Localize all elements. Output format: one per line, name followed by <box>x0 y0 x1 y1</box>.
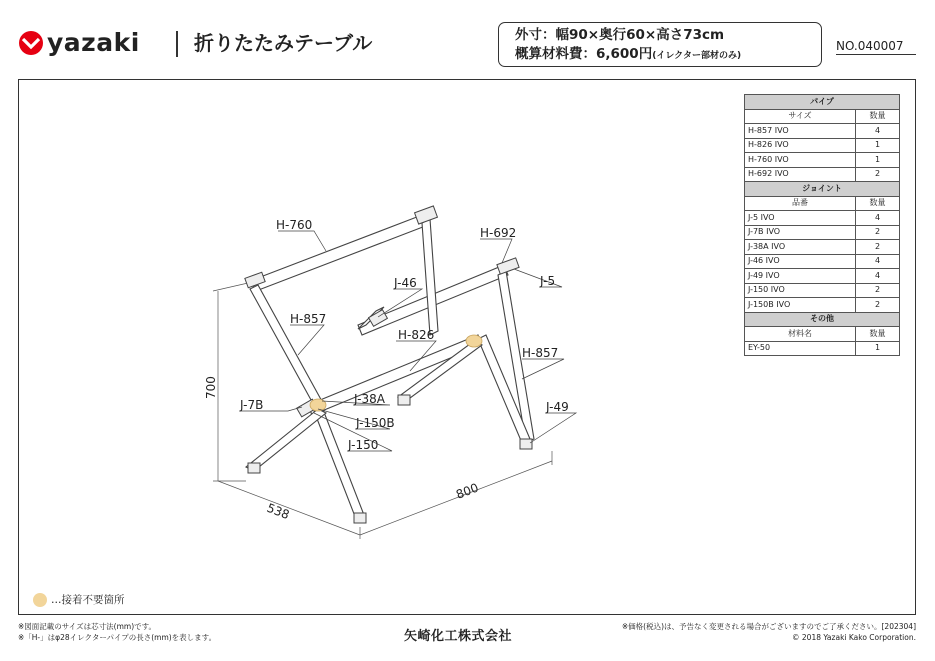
label-h826: H-826 <box>398 328 435 342</box>
spec-size-value: 幅90×奥行60×高さ73cm <box>555 27 725 43</box>
label-j49: J-49 <box>546 400 569 414</box>
label-j46: J-46 <box>394 276 417 290</box>
other-col-name: 材料名 <box>745 327 856 342</box>
part-name: J-38A IVO <box>745 240 856 255</box>
part-name: J-5 IVO <box>745 211 856 226</box>
table-row <box>745 341 900 356</box>
yazaki-logo-mark-icon <box>18 30 44 56</box>
label-j5: J-5 <box>540 274 556 288</box>
table-row <box>745 269 900 284</box>
pipe-col-qty: 数量 <box>856 109 900 124</box>
table-row <box>745 240 900 255</box>
table-row <box>745 298 900 313</box>
part-name: H-857 IVO <box>745 124 856 139</box>
spec-cost <box>515 45 821 66</box>
footer-note-pipe: ※「H-」はφ28イレクターパイプの長さ(mm)を表します。 <box>18 633 217 642</box>
table-row <box>745 153 900 168</box>
spec-cost-note: (イレクター部材のみ) <box>652 51 742 61</box>
spec-cost-label: 概算材料費： <box>515 46 596 62</box>
page-title: 折りたたみテーブル <box>194 31 373 55</box>
part-qty: 2 <box>856 167 900 182</box>
footer-legal <box>622 621 916 643</box>
section-other-title: その他 <box>745 312 900 327</box>
section-joint-title: ジョイント <box>745 182 900 197</box>
table-row <box>745 225 900 240</box>
part-name: H-692 IVO <box>745 167 856 182</box>
pipes <box>246 215 534 519</box>
table-row <box>745 167 900 182</box>
part-name: J-46 IVO <box>745 254 856 269</box>
spec-cost-value: 6,600円 <box>596 46 653 62</box>
label-j150: J-150 <box>348 438 379 452</box>
spec-size-label: 外寸： <box>515 27 556 43</box>
label-h857-right: H-857 <box>522 346 559 360</box>
part-qty: 4 <box>856 254 900 269</box>
part-name: J-49 IVO <box>745 269 856 284</box>
joint-col-name: 品番 <box>745 196 856 211</box>
part-qty: 4 <box>856 211 900 226</box>
spec-size <box>515 26 821 45</box>
table-row <box>745 283 900 298</box>
pipe-col-name: サイズ <box>745 109 856 124</box>
table-row <box>745 124 900 139</box>
part-name: H-826 IVO <box>745 138 856 153</box>
document-number: NO.040007 <box>836 38 916 55</box>
label-h857-left: H-857 <box>290 312 327 326</box>
no-adhesive-dot-icon <box>33 593 47 607</box>
part-name: J-150 IVO <box>745 283 856 298</box>
part-qty: 2 <box>856 298 900 313</box>
dimension-height: 700 <box>204 376 218 399</box>
section-pipe-title: パイプ <box>745 95 900 110</box>
part-qty: 1 <box>856 153 900 168</box>
table-row <box>745 211 900 226</box>
part-qty: 2 <box>856 283 900 298</box>
label-h692: H-692 <box>480 226 517 240</box>
price-note: ※価格(税込)は、予告なく変更される場合がございますのでご了承ください。[202304] <box>621 622 916 631</box>
part-qty: 4 <box>856 269 900 284</box>
copyright: © 2018 Yazaki Kako Corporation. <box>792 633 916 642</box>
footer-note-size: ※図面記載のサイズは芯寸法(mm)です。 <box>18 622 157 631</box>
other-col-qty: 数量 <box>856 327 900 342</box>
part-qty: 2 <box>856 240 900 255</box>
joint-col-qty: 数量 <box>856 196 900 211</box>
footer-notes <box>18 621 216 643</box>
part-qty: 4 <box>856 124 900 139</box>
dimension-width: 800 <box>454 480 481 502</box>
part-name: J-150B IVO <box>745 298 856 313</box>
part-name: EY-50 <box>745 341 856 356</box>
part-qty: 2 <box>856 225 900 240</box>
table-row <box>745 254 900 269</box>
label-h760: H-760 <box>276 218 313 232</box>
part-qty: 1 <box>856 341 900 356</box>
label-j38a: J-38A <box>354 392 385 406</box>
brand-name: yazaki <box>47 28 140 57</box>
part-name: J-7B IVO <box>745 225 856 240</box>
legend-text: …接着不要箇所 <box>51 594 125 606</box>
table-row <box>745 138 900 153</box>
legend <box>33 592 125 607</box>
header-divider <box>176 31 178 57</box>
dimension-depth: 538 <box>264 500 292 523</box>
spec-box <box>498 22 822 67</box>
parts-table <box>744 94 900 356</box>
part-name: H-760 IVO <box>745 153 856 168</box>
label-j7b: J-7B <box>240 398 264 412</box>
part-qty: 1 <box>856 138 900 153</box>
yazaki-logo <box>18 30 140 56</box>
label-j150b: J-150B <box>356 416 395 430</box>
company-name: 矢崎化工株式会社 <box>404 629 513 644</box>
